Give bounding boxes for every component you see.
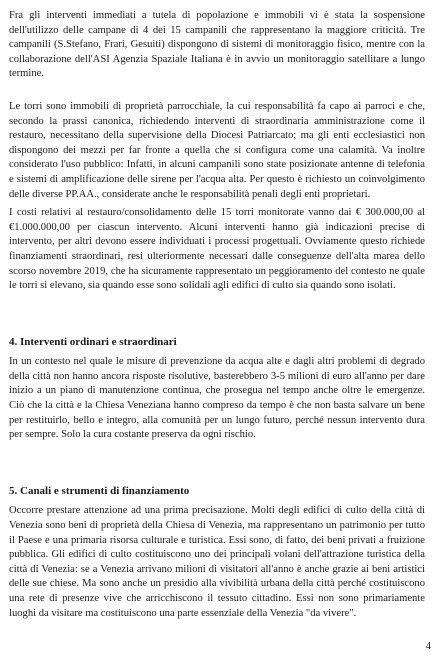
paragraph-restoration-costs: I costi relativi al restauro/consolidamento delle 15 torri monitorate vanno dai € 300.000,00 al €1.000.000,00 per ciascun intervento. Alcuni interventi hanno già indicazioni precise di intervento, per altri devono essere individuati i processi progettuali. Ovviamente questo richiede finanziamenti straordinari, resi ulteriormente necessari dalle conseguenze dell'alta marea dello scorso novembre 2019, che ha sicuramente rappresentato un peggioramento del contesto ne quale le torri si elevano, sia quando esse sono solidali agli edifici di culto sia quando sono isolati. bbox=[9, 207, 425, 292]
paragraph-parish-towers: Le torri sono immobili di proprietà parrocchiale, la cui responsabilità fa capo ai parroci e che, secondo la prassi canonica, richiedendo interventi di straordinaria amministrazione come il restauro, necessitano della supervisione della Diocesi Patriarcato; ma gli enti ecclesiastici non dispongono dei mezzi per far fronte a quella che si configura come una calamità. Va inoltre considerato l'uso pubblico: Infatti, in alcuni campanili sono state posizionate antenne di telefonia e sistemi di amplificazione delle sirene per l'acqua alta. Per questo è richiesto un coinvolgimento delle diverse PP.AA., considerate anche le responsabilità penali degli enti proprietari. bbox=[9, 100, 425, 200]
paragraph-section-5: Occorre prestare attenzione ad una prima precisazione. Molti degli edifici di culto della città di Venezia sono beni di proprietà della Chiesa di Venezia, ma rappresentano un patrimonio per tutto il Paese e una primaria risorsa culturale e turistica. Essi sono, di fatto, dei beni privati a fruizione pubblica. Gli edifici di culto costituiscono uno dei principali volani dell'attrazione turistica della città di Venezia: se a Venezia arrivano milioni di visitatori all'anno è anche grazie ai beni artistici delle sue chiese. Ma sono anche un presidio alla vivibilità urbana della città perché costituiscono una rete di presenze vive che arricchiscono il tessuto cittadino. Essi non sono primariamente luoghi da visitare ma costituiscono una parte essenziale della Venezia "da vivere". bbox=[9, 505, 425, 619]
paragraph-section-4: In un contesto nel quale le misure di prevenzione da acqua alte e dagli altri problemi di degrado della città non hanno ancora risposte risolutive, basterebbero 3-5 milioni di euro all'anno per dare inizio a un piano di manutenzione continua, che prosegua nel tempo anche oltre le emergenze. Ciò che la città e la Chiesa Veneziana hanno compreso da tempo è che non basta salvare un bene per restituirlo, bello e integro, alla comunità per un lungo futuro, perché nessun intervento dura per sempre. Solo la cura costante preserva da ogni rischio. bbox=[9, 356, 425, 441]
section-heading-4: 4. Interventi ordinari e straordinari bbox=[9, 335, 177, 348]
section-heading-5: 5. Canali e strumenti di finanziamento bbox=[9, 484, 190, 497]
paragraph-immediate-interventions: Fra gli interventi immediati a tutela di popolazione e immobili vi è stata la sospensione dell'utilizzo delle campane di 4 dei 15 campanili che rappresentano la maggiore criticità. Tre campanili (S.Stefano, Frari, Gesuiti) dispongono di sistemi di monitoraggio fisico, mentre con la collaborazione dell'ASI Agenzia Spaziale Italiana è in avvio un monitoraggio satellitare a lungo termine. bbox=[9, 10, 425, 80]
page-number: 4 bbox=[425, 641, 431, 652]
